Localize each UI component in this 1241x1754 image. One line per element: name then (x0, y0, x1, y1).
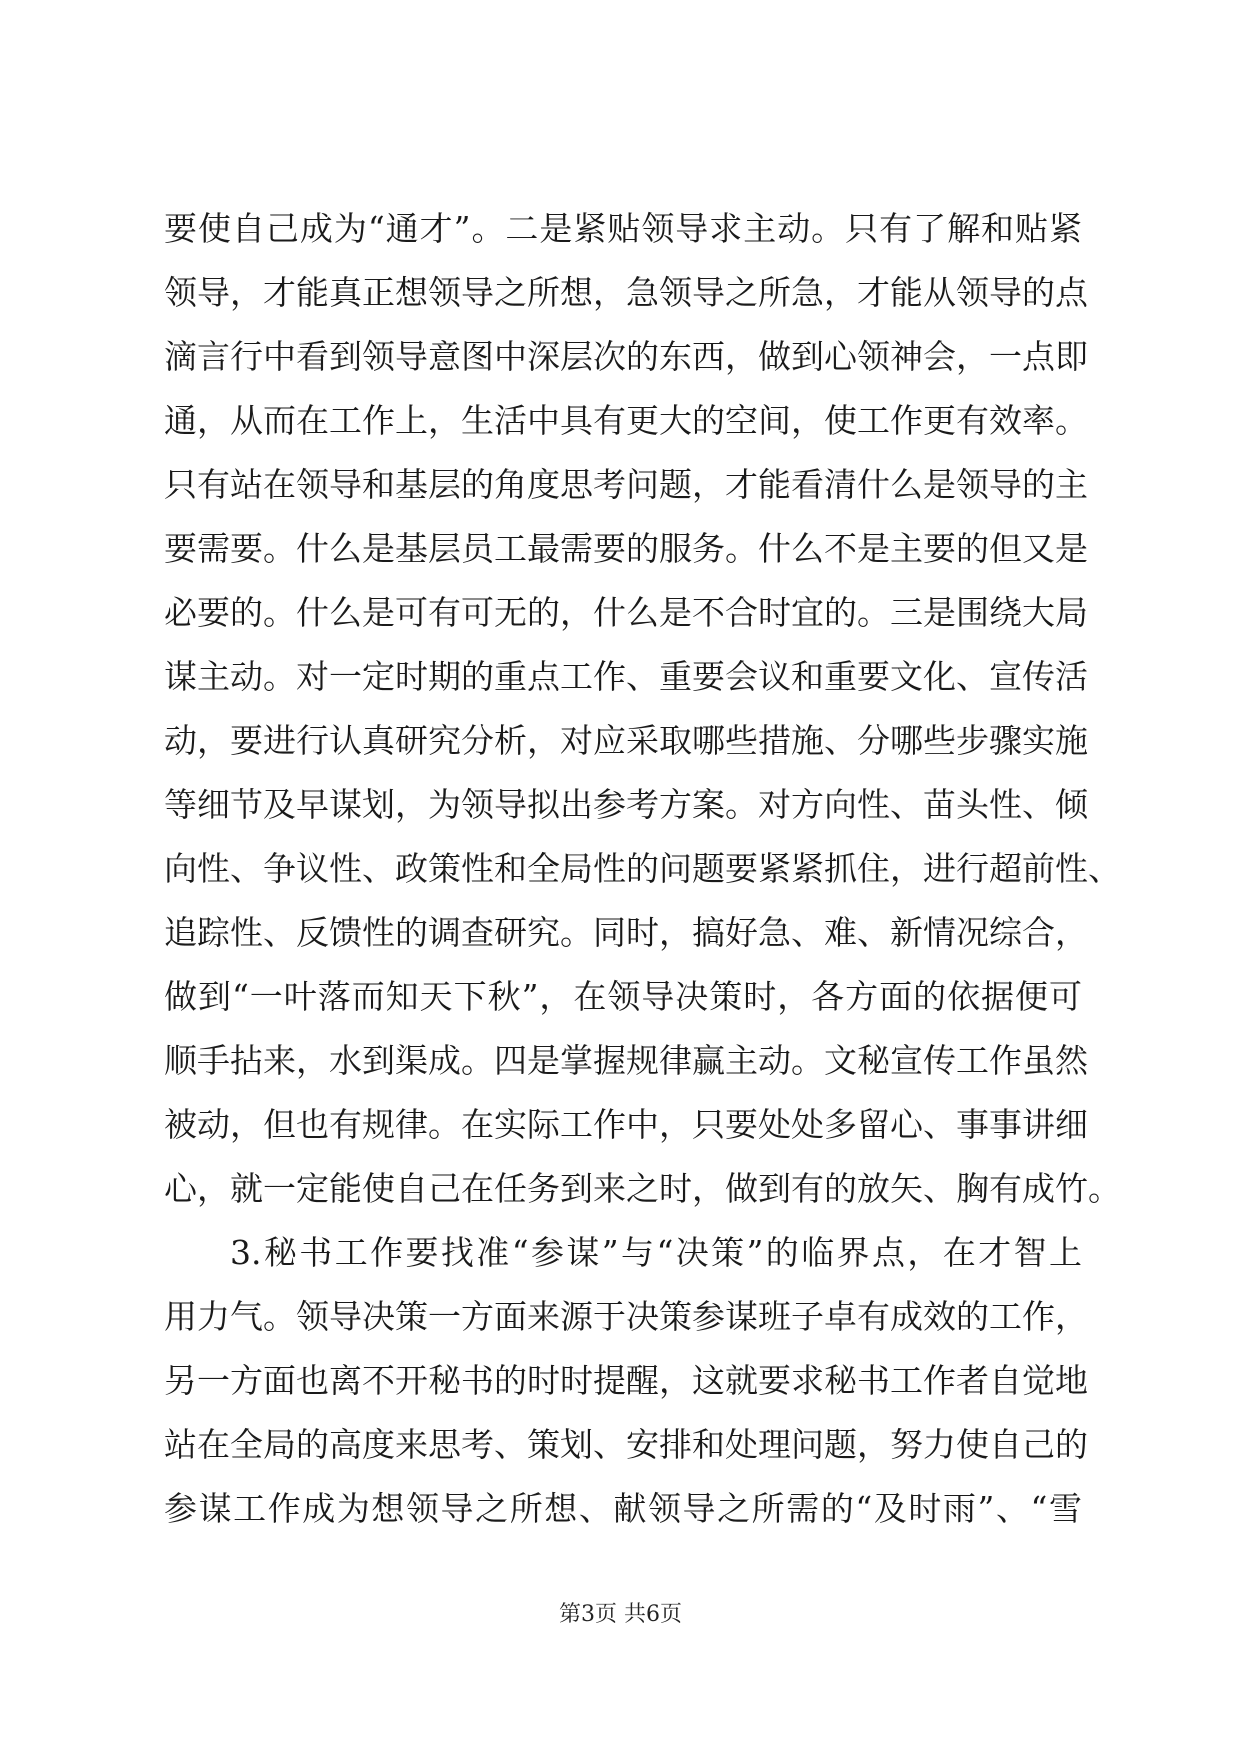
body-text-line: 另一方面也离不开秘书的时时提醒，这就要求秘书工作者自觉地 (164, 1361, 1088, 1400)
paragraph-first-line: 3.秘书工作要找准“参谋”与“决策”的临界点，在才智上 (230, 1233, 1082, 1272)
body-text-line: 要需要。什么是基层员工最需要的服务。什么不是主要的但又是 (164, 529, 1088, 568)
body-text-line: 用力气。领导决策一方面来源于决策参谋班子卓有成效的工作， (164, 1297, 1088, 1336)
body-text-line: 必要的。什么是可有可无的，什么是不合时宜的。三是围绕大局 (164, 593, 1088, 632)
body-text-line: 通，从而在工作上，生活中具有更大的空间，使工作更有效率。 (164, 401, 1088, 440)
body-text-line: 向性、争议性、政策性和全局性的问题要紧紧抓住，进行超前性、 (164, 849, 1121, 888)
body-text-line: 被动，但也有规律。在实际工作中，只要处处多留心、事事讲细 (164, 1105, 1088, 1144)
body-text-line: 滴言行中看到领导意图中深层次的东西，做到心领神会，一点即 (164, 337, 1088, 376)
body-text-line: 只有站在领导和基层的角度思考问题，才能看清什么是领导的主 (164, 465, 1088, 504)
body-text-line: 顺手拈来，水到渠成。四是掌握规律赢主动。文秘宣传工作虽然 (164, 1041, 1088, 1080)
body-text-line: 要使自己成为“通才”。二是紧贴领导求主动。只有了解和贴紧 (164, 209, 1082, 248)
body-text-line: 参谋工作成为想领导之所想、献领导之所需的“及时雨”、“雪 (164, 1489, 1082, 1528)
body-text-line: 站在全局的高度来思考、策划、安排和处理问题，努力使自己的 (164, 1425, 1088, 1464)
body-text-line: 心，就一定能使自己在任务到来之时，做到有的放矢、胸有成竹。 (164, 1169, 1121, 1208)
body-text-line: 做到“一叶落而知天下秋”，在领导决策时，各方面的依据便可 (164, 977, 1082, 1016)
body-text-line: 动，要进行认真研究分析，对应采取哪些措施、分哪些步骤实施 (164, 721, 1088, 760)
body-text-line: 谋主动。对一定时期的重点工作、重要会议和重要文化、宣传活 (164, 657, 1088, 696)
body-text-line: 追踪性、反馈性的调查研究。同时，搞好急、难、新情况综合， (164, 913, 1088, 952)
body-text-line: 等细节及早谋划，为领导拟出参考方案。对方向性、苗头性、倾 (164, 785, 1088, 824)
body-text-line: 领导，才能真正想领导之所想，急领导之所急，才能从领导的点 (164, 273, 1088, 312)
page-number-footer: 第3页 共6页 (559, 1602, 682, 1627)
